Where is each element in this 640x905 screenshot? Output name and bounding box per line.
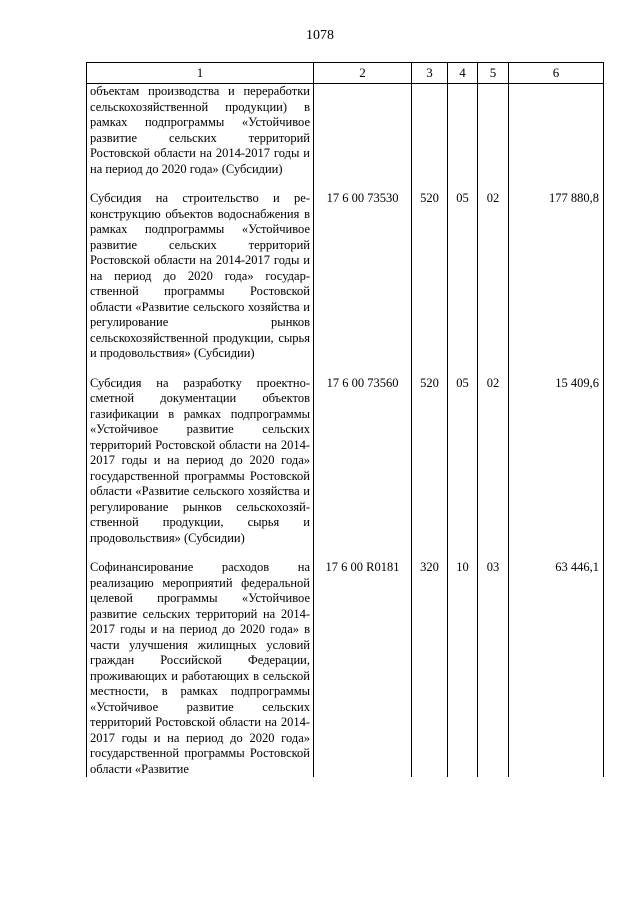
- row-code: 17 6 00 73560: [314, 370, 412, 555]
- column-header: 5: [478, 63, 509, 84]
- table-row: [87, 84, 604, 186]
- table-row: [87, 370, 604, 555]
- row-code: [314, 84, 412, 186]
- row-col3: 320: [412, 554, 448, 777]
- row-code: 17 6 00 73530: [314, 185, 412, 370]
- row-col5: 03: [478, 554, 509, 777]
- column-header: 3: [412, 63, 448, 84]
- column-header: 2: [314, 63, 412, 84]
- column-header: 6: [509, 63, 604, 84]
- row-description: Субсидия на строительство и реконструкцию объектов водоснабжения в рамках подпрограммы «Устойчивое развитие сельских территорий Ростовской области на 2014-2017 годы и на период до 2020 года» государственной программы Ростовской области «Развитие сельского хозяйства и регулирование рынков сельскохозяйственной продукции, сырья и продовольствия» (Субсидии): [87, 185, 314, 370]
- row-col3: 520: [412, 185, 448, 370]
- row-col4: 05: [448, 370, 478, 555]
- row-col4: 10: [448, 554, 478, 777]
- row-amount: [509, 84, 604, 186]
- row-col5: 02: [478, 185, 509, 370]
- row-description: объектам производства и переработки сельскохозяйственной продукции) в рамках подпрограммы «Устойчивое развитие сельских территорий Ростовской области на 2014-2017 годы и на период до 2020 года» (Субсидии): [87, 84, 314, 186]
- row-col4: [448, 84, 478, 186]
- row-amount: 63 446,1: [509, 554, 604, 777]
- row-code: 17 6 00 R0181: [314, 554, 412, 777]
- budget-table: [86, 62, 604, 777]
- table-row: [87, 554, 604, 777]
- row-col4: 05: [448, 185, 478, 370]
- column-header: 4: [448, 63, 478, 84]
- row-amount: 15 409,6: [509, 370, 604, 555]
- table-header-row: [87, 63, 604, 84]
- row-col3: [412, 84, 448, 186]
- column-header: 1: [87, 63, 314, 84]
- row-description: Субсидия на разработку проектно-сметной документации объектов газификации в рамках подпрограммы «Устойчивое развитие сельских территорий Ростовской области на 2014-2017 годы и на период до 2020 года» государственной программы Ростовской области «Развитие сельского хозяйства и регулирование рынков сельскохозяйственной продукции, сырья и продовольствия» (Субсидии): [87, 370, 314, 555]
- page-number: 1078: [306, 28, 334, 43]
- row-amount: 177 880,8: [509, 185, 604, 370]
- table-row: [87, 185, 604, 370]
- row-col5: [478, 84, 509, 186]
- row-col5: 02: [478, 370, 509, 555]
- row-col3: 520: [412, 370, 448, 555]
- row-description: Софинансирование расходов на реализацию мероприятий федеральной целевой программы «Устойчивое развитие сельских территорий на 2014-2017 годы и на период до 2020 года» в части улучшения жилищных условий граждан Российской Федерации, проживающих и работающих в сельской местности, в рамках подпрограммы «Устойчивое развитие сельских территорий Ростовской области на 2014-2017 годы и на период до 2020 года» государственной программы Ростовской области «Развитие: [87, 554, 314, 777]
